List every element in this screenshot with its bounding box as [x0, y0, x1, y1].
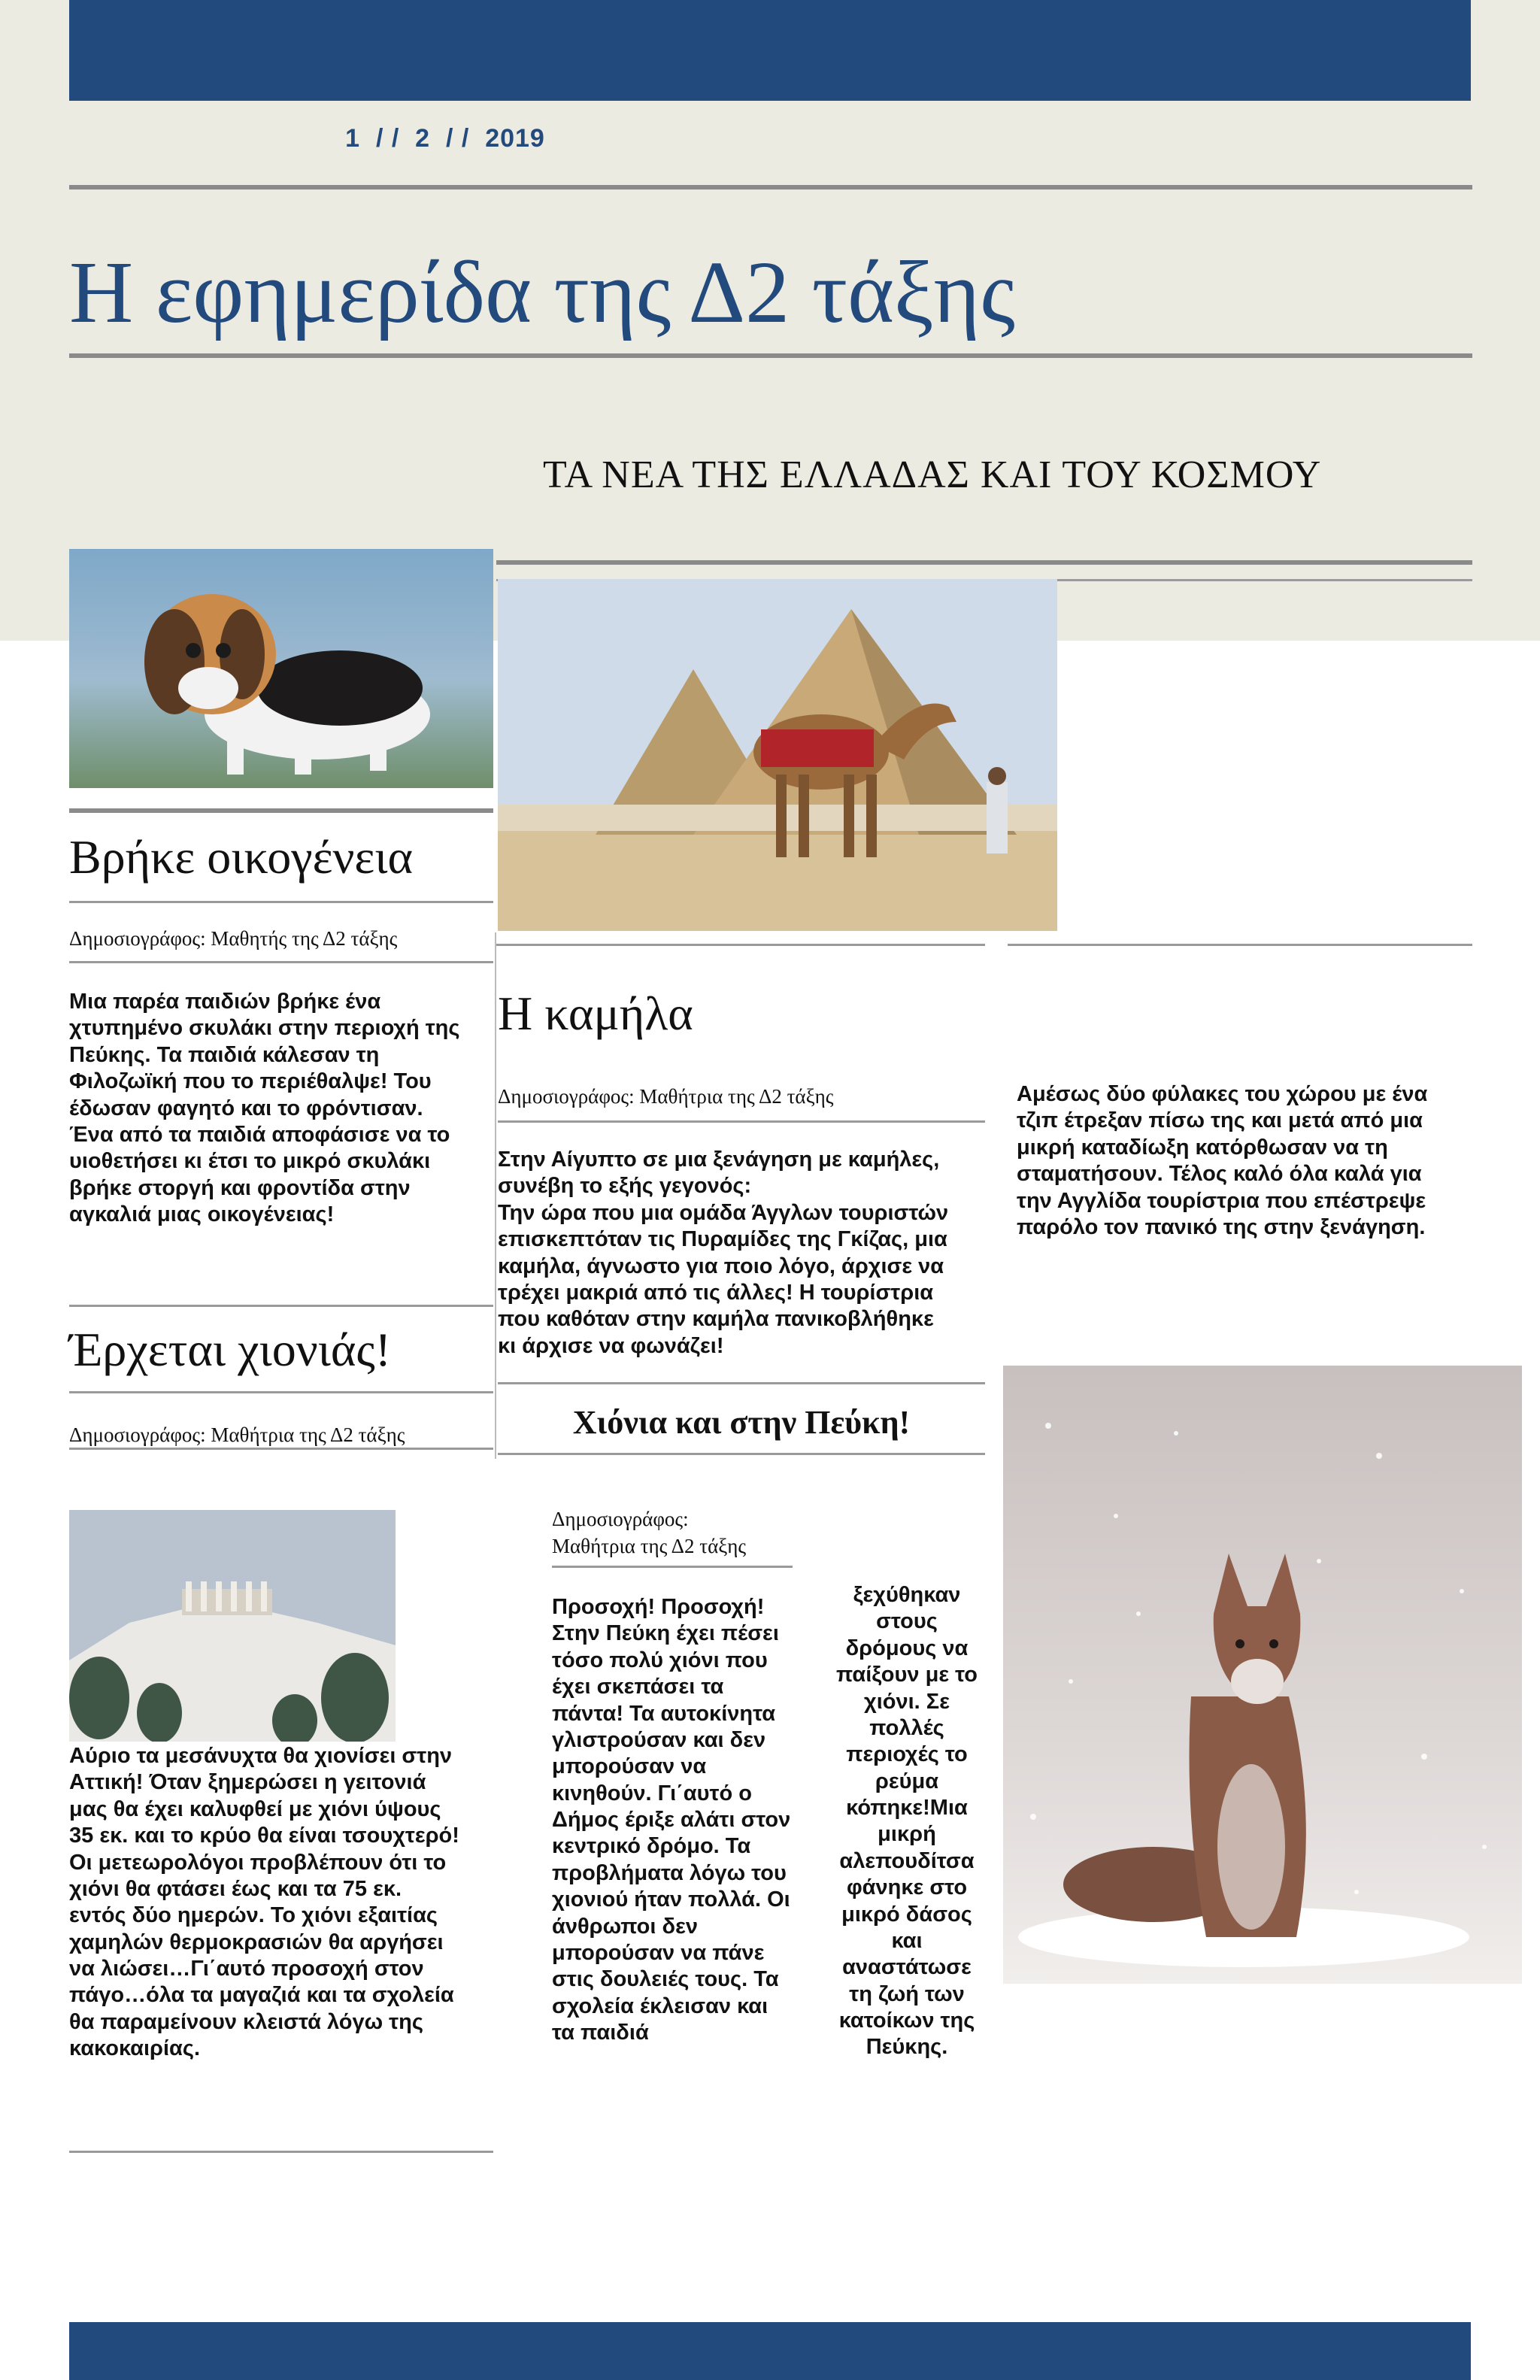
byline-line: Μαθήτρια της Δ2 τάξης — [552, 1535, 747, 1558]
text-line: Αμέσως δύο φύλακες του χώρου με ένα — [1017, 1082, 1428, 1106]
dog-byline-rule-top — [69, 901, 493, 903]
text-line: αλεπουδίτσα — [839, 1848, 975, 1873]
pyramids-camel-photo — [498, 579, 1057, 931]
text-line: τρέχει μακριά από τις άλλες! Η τουρίστρια — [498, 1280, 934, 1305]
snowy-fox-photo — [1003, 1366, 1522, 1984]
text-line: προβλήματα λόγω του — [552, 1860, 787, 1885]
text-line: Στην Αίγυπτο σε μια ξενάγηση με καμήλες, — [498, 1148, 940, 1172]
text-line: χιόνι θα φτάσει έως και τα 75 εκ. — [69, 1876, 402, 1901]
text-line: πάγο…όλα τα μαγαζιά και τα σχολεία — [69, 1983, 454, 2008]
text-line: μπορούσαν να — [552, 1754, 707, 1779]
text-line: τόσο πολύ χιόνι που — [552, 1648, 768, 1672]
text-line: περιοχές το — [846, 1742, 968, 1767]
text-line: γλιστρούσαν και δεν — [552, 1727, 766, 1752]
camel-headline-rule — [496, 944, 985, 946]
text-line: καμήλα, άγνωστο για ποιο λόγο, άρχισε να — [498, 1254, 944, 1278]
newspaper-title: Η εφημερίδα της Δ2 τάξης — [69, 243, 1015, 341]
snow-article-body — [69, 1743, 505, 2063]
text-line: παρόλο τον πανικό της στην ξενάγηση. — [1017, 1214, 1426, 1239]
text-line: δρόμους να — [845, 1636, 969, 1660]
text-line: Πεύκης. Τα παιδιά κάλεσαν τη — [69, 1042, 380, 1067]
subtitle-rule — [496, 560, 1472, 565]
date-rule — [69, 185, 1472, 189]
text-line: κατοίκων της — [838, 2009, 975, 2033]
peuki-headline-rule-bottom — [498, 1453, 985, 1455]
peuki-article-column-1 — [552, 1594, 815, 2046]
text-line: χιόνι. Σε — [864, 1689, 950, 1714]
text-line: χαμηλών θερμοκρασιών θα αργήσει — [69, 1930, 444, 1954]
text-line: κι άρχισε να φωνάζει! — [498, 1333, 724, 1358]
text-line: μικρή καταδίωξη κατόρθωσαν να τη — [1017, 1135, 1388, 1160]
snow-byline-rule-bottom — [69, 1448, 493, 1450]
text-line: μικρό δάσος — [841, 1902, 972, 1927]
text-line: στις δουλειές τους. Τα — [552, 1967, 779, 1992]
text-line: πολλές — [869, 1715, 944, 1740]
text-line: Την ώρα που μια ομάδα Άγγλων τουριστών — [498, 1200, 949, 1225]
text-line: και — [891, 1928, 923, 1953]
text-line: στους — [876, 1609, 938, 1634]
text-line: Δήμος έριξε αλάτι στον — [552, 1808, 791, 1832]
bottom-color-band — [69, 2322, 1471, 2380]
text-line: χιονιού ήταν πολλά. Οι — [552, 1887, 790, 1912]
snow-article-byline: Δημοσιογράφος: Μαθήτρια της Δ2 τάξης — [69, 1423, 405, 1446]
text-line: επισκεπτόταν τις Πυραμίδες της Γκίζας, μια — [498, 1227, 947, 1252]
top-color-band — [69, 0, 1471, 101]
dog-headline-rule — [69, 808, 493, 813]
text-line: έδωσαν φαγητό και το φρόντισαν. — [69, 1096, 423, 1120]
right-column-rule — [1008, 944, 1472, 946]
text-line: κακοκαιρίας. — [69, 2036, 201, 2061]
text-line: συνέβη το εξής γεγονός: — [498, 1174, 752, 1199]
text-line: Ένα από τα παιδιά αποφάσισε να το — [69, 1122, 450, 1147]
title-rule — [69, 353, 1472, 358]
text-line: Στην Πεύκη έχει πέσει — [552, 1621, 779, 1646]
text-line: Μια παρέα παιδιών βρήκε ένα — [69, 990, 381, 1014]
snow-bottom-rule — [69, 2151, 493, 2153]
text-line: ρεύμα — [875, 1769, 939, 1793]
text-line: Πεύκης. — [865, 2035, 948, 2060]
snow-headline-rule — [69, 1305, 493, 1307]
text-line: μικρή — [878, 1822, 936, 1847]
snow-byline-rule-top — [69, 1391, 493, 1393]
text-line: υιοθετήσει κι έτσι το μικρό σκυλάκι — [69, 1149, 431, 1174]
text-line: βρήκε στοργή και φροντίδα στην — [69, 1175, 411, 1200]
text-line: 35 εκ. και το κρύο θα είναι τσουχτερό! — [69, 1824, 459, 1848]
text-line: έχει σκεπάσει τα — [552, 1675, 724, 1699]
text-line: Φιλοζωϊκή που το περιέθαλψε! Του — [69, 1069, 432, 1094]
dog-article-headline: Βρήκε οικογένεια — [69, 830, 413, 884]
text-line: κόπηκε!Μια — [846, 1796, 968, 1820]
text-line: μπορούσαν να πάνε — [552, 1940, 765, 1965]
text-line: τη ζωή των — [849, 1981, 965, 2006]
peuki-article-byline — [552, 1505, 853, 1560]
snowy-acropolis-photo — [69, 1510, 396, 1742]
peuki-byline-rule — [552, 1566, 793, 1568]
text-line: Αττική! Όταν ξημερώσει η γειτονιά — [69, 1770, 426, 1795]
text-line: Οι μετεωρολόγοι προβλέπουν ότι το — [69, 1850, 447, 1875]
text-line: μας θα έχει καλυφθεί με χιόνι ύψους — [69, 1796, 441, 1821]
text-line: εντός δύο ημερών. Το χιόνι εξαιτίας — [69, 1903, 438, 1928]
text-line: Αύριο τα μεσάνυχτα θα χιονίσει στην — [69, 1744, 453, 1768]
text-line: την Αγγλίδα τουρίστρια που επέστρεψε — [1017, 1188, 1426, 1213]
camel-article-body — [498, 1147, 994, 1360]
text-line: άνθρωποι δεν — [552, 1914, 698, 1939]
dog-article-body — [69, 989, 505, 1228]
camel-article-headline: Η καμήλα — [498, 987, 693, 1040]
text-line: αγκαλιά μιας οικογένειας! — [69, 1202, 335, 1226]
camel-article-continued — [1017, 1081, 1483, 1241]
text-line: τα παιδιά — [552, 2021, 649, 2045]
column-divider — [495, 932, 496, 1459]
peuki-article-column-2 — [820, 1582, 994, 2061]
peuki-article-headline: Χιόνια και στην Πεύκη! — [572, 1404, 911, 1441]
camel-byline-rule — [498, 1120, 985, 1123]
text-line: χτυπημένο σκυλάκι στην περιοχή της — [69, 1016, 460, 1041]
text-line: κεντρικό δρόμο. Τα — [552, 1834, 751, 1859]
text-line: τζιπ έτρεξαν πίσω της και μετά από μια — [1017, 1108, 1423, 1133]
text-line: σχολεία έκλεισαν και — [552, 1993, 768, 2018]
dog-article-byline: Δημοσιογράφος: Μαθητής της Δ2 τάξης — [69, 927, 398, 950]
text-line: να λιώσει…Γι΄αυτό προσοχή στον — [69, 1957, 424, 1981]
text-line: σταματήσουν. Τέλος καλό όλα καλά για — [1017, 1162, 1422, 1187]
puppy-photo — [69, 549, 493, 788]
text-line: Προσοχή! Προσοχή! — [552, 1595, 765, 1619]
text-line: ξεχύθηκαν — [853, 1583, 961, 1607]
byline-line: Δημοσιογράφος: — [552, 1508, 689, 1530]
text-line: παίξουν με το — [835, 1663, 978, 1687]
text-line: που καθόταν στην καμήλα πανικοβλήθηκε — [498, 1307, 934, 1332]
dog-byline-rule-bottom — [69, 961, 493, 963]
newspaper-subtitle: ΤΑ ΝΕΑ ΤΗΣ ΕΛΛΑΔΑΣ ΚΑΙ ΤΟΥ ΚΟΣΜΟΥ — [543, 453, 1322, 496]
text-line: αναστάτωσε — [842, 1955, 972, 1980]
issue-date: 1 / / 2 / / 2019 — [345, 124, 545, 153]
camel-article-byline: Δημοσιογράφος: Μαθήτρια της Δ2 τάξης — [498, 1085, 834, 1108]
snow-article-headline: Έρχεται χιονιάς! — [69, 1323, 392, 1376]
text-line: κινηθούν. Γι΄αυτό ο — [552, 1781, 752, 1805]
text-line: θα παραμείνουν κλειστά λόγω της — [69, 2009, 423, 2034]
text-line: πάντα! Τα αυτοκίνητα — [552, 1701, 776, 1726]
text-line: φάνηκε στο — [846, 1875, 968, 1900]
peuki-headline-rule-top — [498, 1382, 985, 1384]
